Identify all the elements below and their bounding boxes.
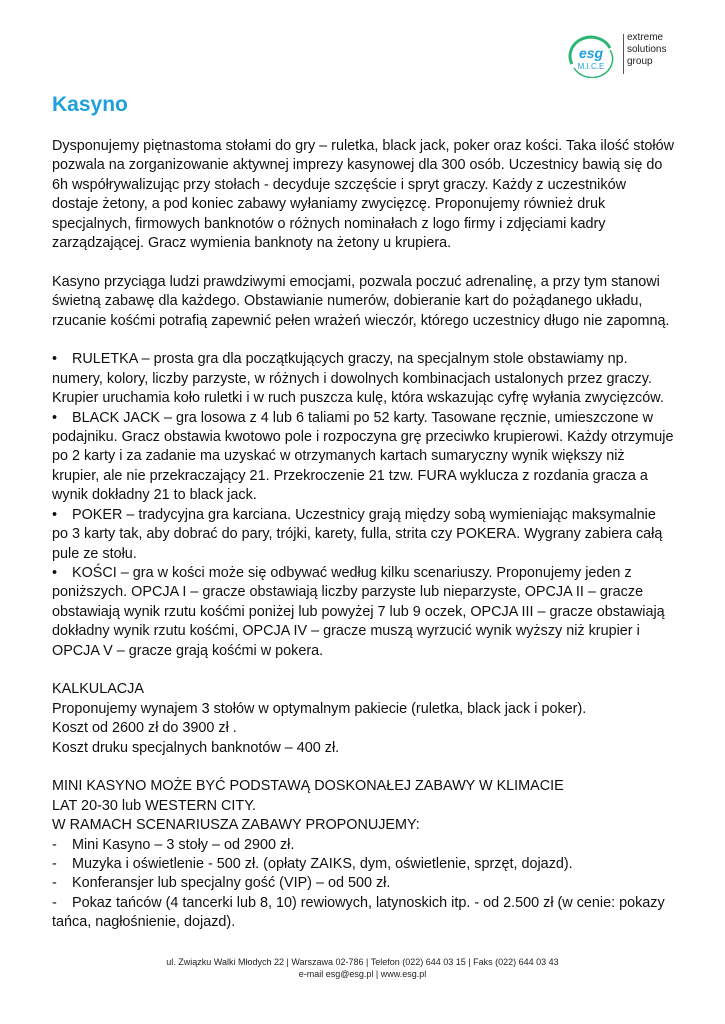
mini-headline-2: LAT 20-30 lub WESTERN CITY. [52, 797, 256, 814]
intro-paragraph-2: Kasyno przyciąga ludzi prawdziwymi emocjami, pozwala poczuć adrenalinę, a przy tym stanowi świetną zabawę dla każdego. Obstawianie numerów, dobieranie kart do pożądanego układu, rzucanie kośćmi potrafią zapewnić pełen wrażeń wieczór, którego uczestnicy długo nie zapomną. [52, 273, 670, 329]
document-body [52, 137, 674, 933]
bullet-mark: • [52, 506, 58, 523]
bullet-mark: • [52, 564, 58, 581]
list-item-poker [52, 506, 674, 564]
offer-item [52, 894, 674, 933]
calc-line-1: Proponujemy wynajem 3 stołów w optymalnym pakiecie (ruletka, black jack i poker). [52, 700, 587, 717]
logo-wordmark [627, 32, 666, 68]
footer-address: ul. Związku Walki Młodych 22 | Warszawa 02-786 | Telefon (022) 644 03 15 | Faks (022) 644 03 43 [166, 957, 559, 967]
list-item-black-jack [52, 409, 674, 506]
offer-item-text: Mini Kasyno – 3 stoły – od 2900 zł. [72, 836, 295, 853]
logo-mark-text: esg [578, 45, 604, 61]
logo-line-1: extreme [627, 32, 664, 43]
dash-mark: - [52, 855, 57, 872]
list-item-text: POKER – tradycyjna gra karciana. Uczestnicy grają między sobą wymieniając maksymalnie po 3 karty tak, aby dobrać do pary, trójki, karety, fulla, strita czy POKERA. Wygrany zabiera całą pule ze stołu. [52, 506, 663, 562]
offer-item-text: Konferansjer lub specjalny gość (VIP) – od 500 zł. [72, 875, 391, 892]
list-item-kosci [52, 564, 674, 661]
dash-mark: - [52, 875, 57, 892]
list-item-ruletka [52, 350, 674, 408]
spacer [52, 253, 674, 272]
esg-logo-icon [566, 34, 616, 78]
bullet-mark: • [52, 351, 58, 368]
logo-sub-text: M.I.C.E [577, 62, 605, 71]
calc-heading: KALKULACJA [52, 681, 144, 698]
list-item-text: RULETKA – prosta gra dla początkujących graczy, na specjalnym stole obstawiamy np. numery, kolory, liczby parzyste, w różnych i dowolnych kombinacjach ustalonych przez graczy. Krupier uruchamia koło ruletki i w ruch puszcza kulę, która wskazując cyfrę wyłania zwycięzców. [52, 351, 664, 407]
logo-line-2: solutions [627, 44, 667, 55]
calc-line-3: Koszt druku specjalnych banknotów – 400 zł. [52, 739, 340, 756]
footer-contact: e-mail esg@esg.pl | www.esg.pl [298, 969, 427, 979]
dash-mark: - [52, 894, 57, 911]
offer-item [52, 836, 674, 855]
page-title: Kasyno [52, 93, 128, 116]
mini-headline-1: MINI KASYNO MOŻE BYĆ PODSTAWĄ DOSKONAŁEJ ZABAWY W KLIMACIE [52, 778, 564, 795]
logo-line-3: group [627, 56, 653, 67]
spacer [52, 758, 674, 777]
dash-mark: - [52, 836, 57, 853]
page-footer [0, 956, 725, 980]
list-item-text: KOŚCI – gra w kości może się odbywać według kilku scenariuszy. Proponujemy jeden z poniższych. OPCJA I – gracze obstawiają liczby parzyste lub nieparzyste, OPCJA II – gracze obstawiają wynik rzutu kośćmi poniżej lub powyżej 7 lub 9 oczek, OPCJA III – gracze obstawiają dokładny wynik rzutu kośćmi, OPCJA IV – gracze muszą wyrzucić wynik wyższy niż krupier i OPCJA V – gracze grają kośćmi w pokera. [52, 564, 665, 659]
calc-line-2: Koszt od 2600 zł do 3900 zł . [52, 720, 237, 737]
logo-divider [623, 34, 624, 74]
offer-item [52, 855, 674, 874]
games-list [52, 350, 674, 661]
mini-offer-list [52, 836, 674, 933]
bullet-mark: • [52, 409, 58, 426]
list-item-text: BLACK JACK – gra losowa z 4 lub 6 taliami po 52 karty. Tasowane ręcznie, umieszczone w podajniku. Gracz obstawia kwotowo pole i rozpoczyna grę przeciwko krupierowi. Każdy otrzymuje po 2 karty i za zadanie ma uzyskać w otrzymanych kartach sumaryczny wynik większy niż krupier, ale nie przekraczający 21. Przekroczenie 21 tzw. FURA wyklucza z rozdania gracza a wynik dokładny 21 to black jack. [52, 409, 674, 504]
mini-headline-3: W RAMACH SCENARIUSZA ZABAWY PROPONUJEMY: [52, 817, 420, 834]
offer-item [52, 874, 674, 893]
offer-item-text: Pokaz tańców (4 tancerki lub 8, 10) rewiowych, latynoskich itp. - od 2.500 zł (w cenie: pokazy tańca, nagłośnienie, dojazd). [52, 894, 665, 931]
intro-paragraph-1: Dysponujemy piętnastoma stołami do gry – ruletka, black jack, poker oraz kości. Taka ilość stołów pozwala na zorganizowanie aktywnej imprezy kasynowej dla 300 osób. Uczestnicy bawią się do 6h współrywalizując przy stołach - decyduje szczęście i spryt graczy. Każdy z uczestników dostaje żetony, a pod koniec zabawy wyłaniamy zwycięzcę. Proponujemy również druk specjalnych, firmowych banknotów o różnych nominałach z logo firmy i zdjęciami kadry zarządzającej. Gracz wymienia banknoty na żetony u krupiera. [52, 138, 675, 252]
spacer [52, 331, 674, 350]
company-logo [566, 28, 676, 78]
spacer [52, 661, 674, 680]
offer-item-text: Muzyka i oświetlenie - 500 zł. (opłaty ZAIKS, dym, oświetlenie, sprzęt, dojazd). [72, 855, 573, 872]
